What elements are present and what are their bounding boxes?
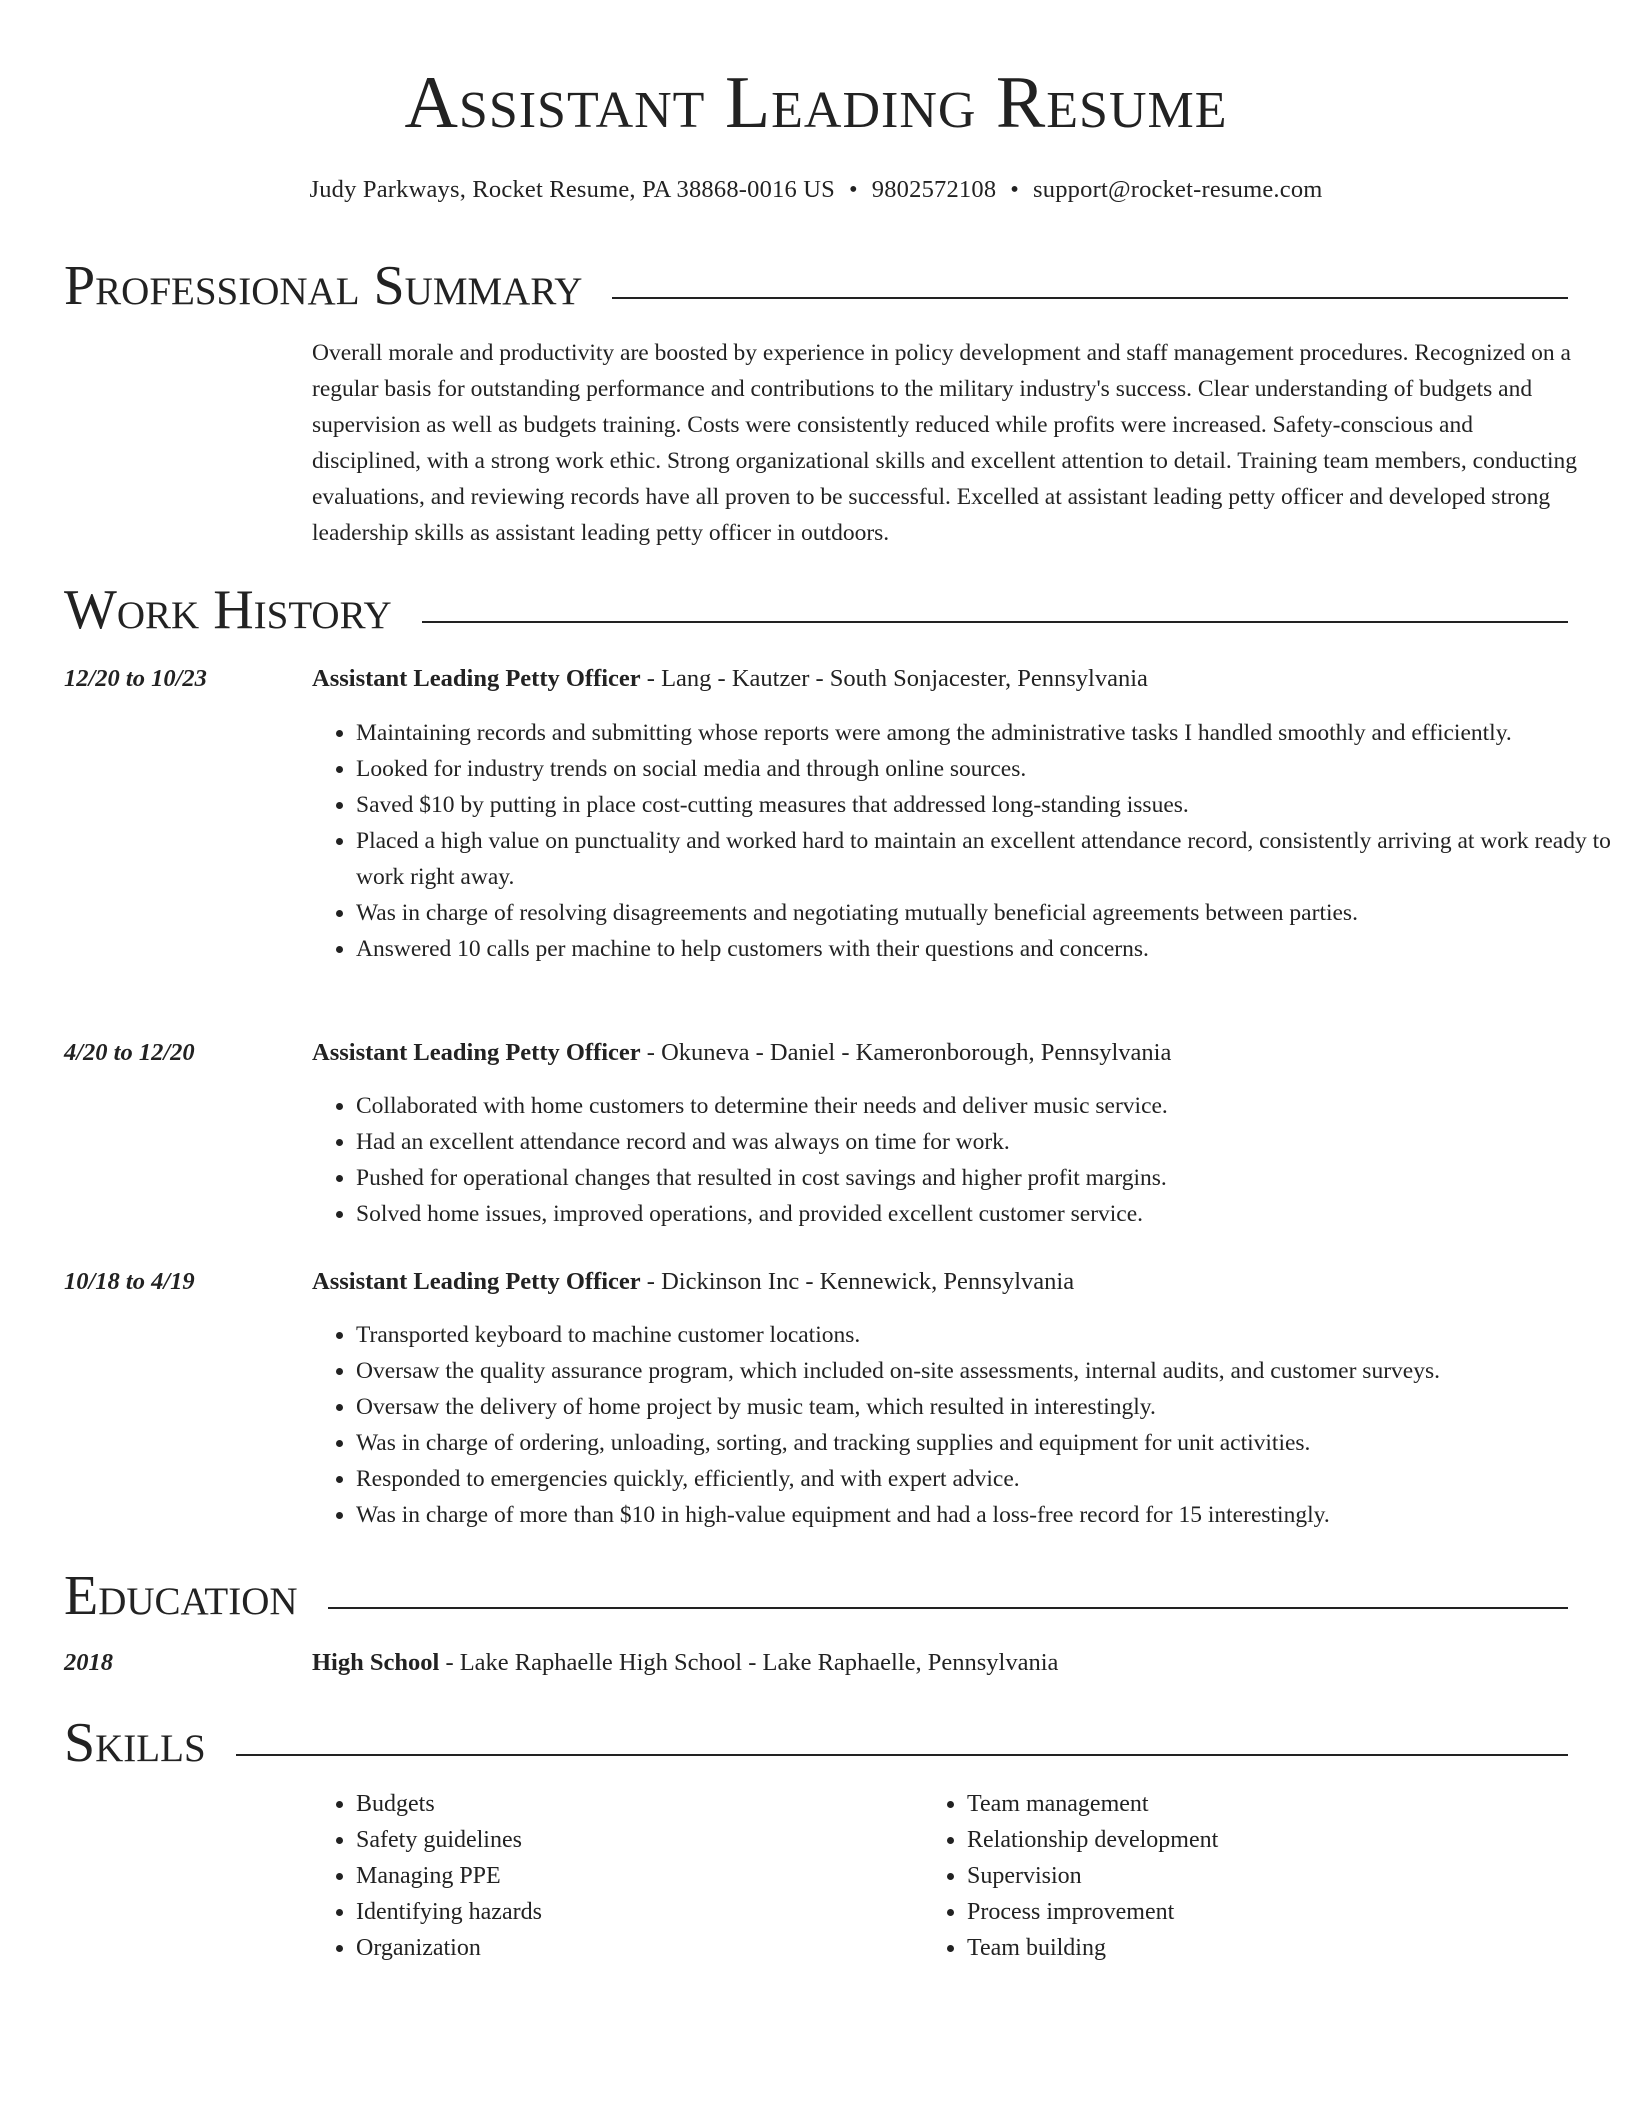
job-role: Assistant Leading Petty Officer xyxy=(312,665,641,692)
section-title: Skills xyxy=(64,1710,236,1776)
job-bullets xyxy=(312,715,1624,967)
section-heading-summary xyxy=(64,253,1568,319)
section-title: Professional Summary xyxy=(64,253,612,319)
list-item: • Responded to emergencies quickly, efficiently, and with expert advice. xyxy=(356,1461,1624,1497)
contact-separator: • xyxy=(848,176,858,203)
job-details: - Okuneva - Daniel - Kameronborough, Pennsylvania xyxy=(640,1039,1172,1066)
contact-address: Judy Parkways, Rocket Resume, PA 38868-0016 US xyxy=(309,176,835,203)
job-details: - Dickinson Inc - Kennewick, Pennsylvania xyxy=(640,1268,1075,1295)
list-item: • Oversaw the delivery of home project by music team, which resulted in interestingly. xyxy=(356,1389,1624,1425)
section-title: Work History xyxy=(64,577,422,643)
section-title: Education xyxy=(64,1563,328,1629)
list-item: • Looked for industry trends on social media and through online sources. xyxy=(356,751,1624,787)
list-item: • Solved home issues, improved operations, and provided excellent customer service. xyxy=(356,1196,1624,1232)
skill-item: • Process improvement xyxy=(967,1894,1607,1930)
skills-list-right xyxy=(923,1786,1607,1966)
resume-title: Assistant Leading Resume xyxy=(404,62,1228,144)
job-title-line xyxy=(312,661,1580,697)
job-dates: 12/20 to 10/23 xyxy=(64,665,207,692)
list-item: • Transported keyboard to machine customer locations. xyxy=(356,1317,1624,1353)
skill-item: • Organization xyxy=(356,1930,916,1966)
contact-line xyxy=(0,172,1632,208)
skill-item: • Supervision xyxy=(967,1858,1607,1894)
education-degree: High School xyxy=(312,1649,440,1676)
list-item: • Oversaw the quality assurance program, which included on-site assessments, internal audits, and customer surveys. xyxy=(356,1353,1624,1389)
contact-phone: 9802572108 xyxy=(871,176,997,203)
skill-item: • Team building xyxy=(967,1930,1607,1966)
list-item: • Saved $10 by putting in place cost-cutting measures that addressed long-standing issues. xyxy=(356,787,1624,823)
job-title-line xyxy=(312,1264,1580,1300)
skill-item: • Identifying hazards xyxy=(356,1894,916,1930)
skill-item: • Team management xyxy=(967,1786,1607,1822)
section-heading-education xyxy=(64,1563,1568,1629)
contact-separator: • xyxy=(1010,176,1020,203)
skill-item: • Safety guidelines xyxy=(356,1822,916,1858)
list-item: • Collaborated with home customers to determine their needs and deliver music service. xyxy=(356,1088,1624,1124)
skill-item: • Managing PPE xyxy=(356,1858,916,1894)
skill-item: • Relationship development xyxy=(967,1822,1607,1858)
list-item: • Was in charge of resolving disagreements and negotiating mutually beneficial agreements between parties. xyxy=(356,895,1624,931)
list-item: • Was in charge of ordering, unloading, sorting, and tracking supplies and equipment for unit activities. xyxy=(356,1425,1624,1461)
job-dates: 4/20 to 12/20 xyxy=(64,1039,195,1066)
list-item: • Was in charge of more than $10 in high-value equipment and had a loss-free record for 15 interestingly. xyxy=(356,1497,1624,1533)
section-heading-work-history xyxy=(64,577,1568,643)
list-item: • Answered 10 calls per machine to help customers with their questions and concerns. xyxy=(356,931,1624,967)
job-title-line xyxy=(312,1035,1580,1071)
skills-list-left xyxy=(312,1786,916,1966)
education-year: 2018 xyxy=(64,1649,113,1676)
section-heading-skills xyxy=(64,1710,1568,1776)
skill-item: • Budgets xyxy=(356,1786,916,1822)
job-role: Assistant Leading Petty Officer xyxy=(312,1268,641,1295)
job-bullets xyxy=(312,1317,1624,1533)
job-dates: 10/18 to 4/19 xyxy=(64,1268,195,1295)
list-item: • Pushed for operational changes that resulted in cost savings and higher profit margins. xyxy=(356,1160,1624,1196)
education-details: - Lake Raphaelle High School - Lake Raphaelle, Pennsylvania xyxy=(439,1649,1059,1676)
summary-paragraph: Overall morale and productivity are boosted by experience in policy development and staff management procedures. Recognized on a regular basis for outstanding performance and contributions to the military industry's success. Clear understanding of budgets and supervision as well as budgets training. Costs were consistently reduced while profits were increased. Safety-conscious and disciplined, with a strong work ethic. Strong organizational skills and excellent attention to detail. Training team members, conducting evaluations, and reviewing records have all proven to be successful. Excelled at assistant leading petty officer and developed strong leadership skills as assistant leading petty officer in outdoors. xyxy=(312,340,1578,546)
education-line xyxy=(312,1645,1580,1681)
list-item: • Placed a high value on punctuality and worked hard to maintain an excellent attendance record, consistently arriving at work ready to work right away. xyxy=(356,823,1624,895)
job-details: - Lang - Kautzer - South Sonjacester, Pennsylvania xyxy=(640,665,1148,692)
job-bullets xyxy=(312,1088,1624,1232)
job-role: Assistant Leading Petty Officer xyxy=(312,1039,641,1066)
list-item: • Maintaining records and submitting whose reports were among the administrative tasks I handled smoothly and efficiently. xyxy=(356,715,1624,751)
contact-email: support@rocket-resume.com xyxy=(1033,176,1323,203)
list-item: • Had an excellent attendance record and was always on time for work. xyxy=(356,1124,1624,1160)
section-divider xyxy=(64,1754,1568,1756)
